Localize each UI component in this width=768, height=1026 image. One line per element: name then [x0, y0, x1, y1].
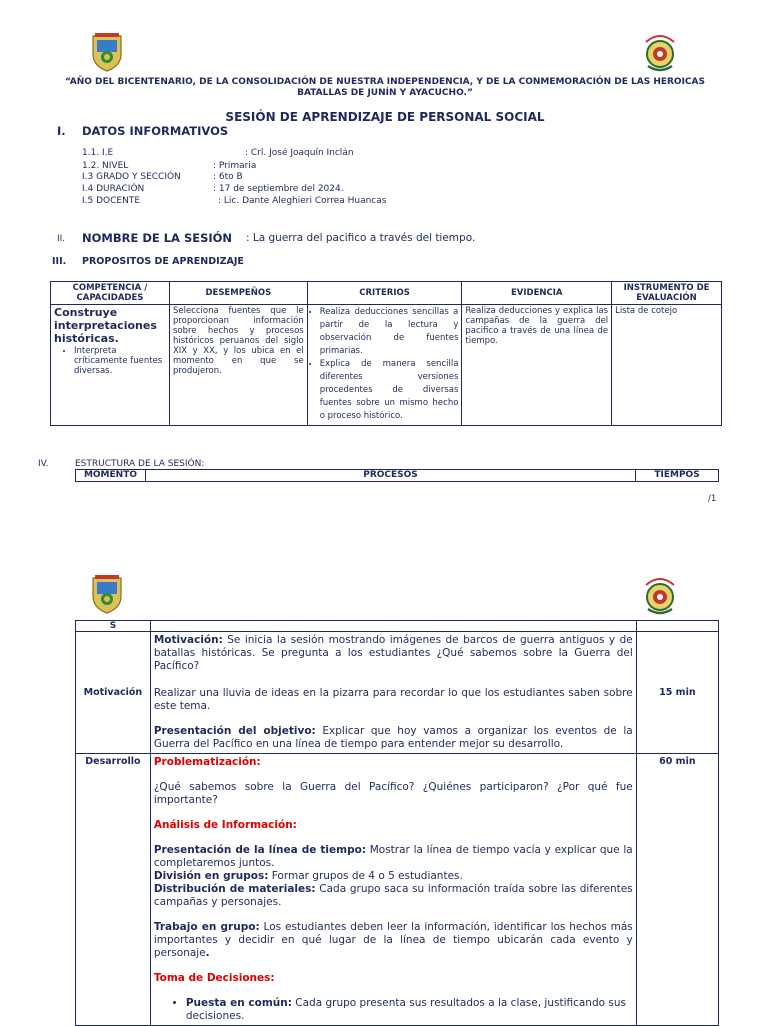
momento-header-continued: S — [76, 621, 151, 632]
army-seal-logo — [640, 30, 680, 74]
school-crest-logo — [90, 32, 124, 72]
section-4-title: ESTRUCTURA DE LA SESIÓN: — [75, 459, 205, 469]
section-1-number: I. — [57, 124, 66, 138]
school-crest-logo — [90, 574, 124, 614]
year-motto: “AÑO DEL BICENTENARIO, DE LA CONSOLIDACIÓN DE NUESTRA INDEPENDENCIA, Y DE LA CONMEMORACIÓN DE LAS HEROICAS BATALLAS DE JUNÍN Y AYACUCHO.” — [65, 77, 705, 98]
tiempo-desarrollo: 60 min — [636, 754, 718, 1026]
header-desempenos: DESEMPEÑOS — [169, 282, 307, 305]
header-competencia: COMPETENCIA / CAPACIDADES — [51, 282, 170, 305]
criterio-item: • Realiza deducciones sencillas a partir de la lectura y observación de fuentes primarias. — [320, 306, 459, 358]
section-3-number: III. — [52, 256, 67, 267]
info-value-ie: : Crl. José Joaquín Inclán — [245, 148, 354, 158]
proceso-desarrollo: Problematización: ¿Qué sabemos sobre la Guerra del Pacífico? ¿Quiénes participaron? ¿Por qué fue importante? Análisis de Información: Presentación de la línea de tiempo: Mostrar la línea de tiempo vacía y explicar que la completaremos juntos. División en grupos: Formar grupos de 4 o 5 estudiantes. Distribución de materiales: Cada grupo saca su información traída sobre las diferentes campañas y personajes. Trabajo en grupo: Los estudiantes deben leer la información, identificar los hechos más importantes y decidir en qué lugar de la línea de tiempo ubicarán cada evento y personaje. Toma de Decisiones: • Puesta en común: Cada grupo presenta sus resultados a la clase, justificando sus decisiones. — [150, 754, 636, 1026]
info-label-docente: I.5 DOCENTE — [82, 196, 141, 206]
cell-competencia — [51, 305, 170, 426]
info-label-ie: 1.1. I.E — [82, 148, 114, 158]
army-seal-logo — [640, 573, 680, 617]
info-value-duracion: : 17 de septiembre del 2024. — [213, 184, 344, 194]
header-evidencia: EVIDENCIA — [462, 282, 612, 305]
header-tiempos: TIEMPOS — [636, 470, 719, 482]
header-procesos: PROCESOS — [145, 470, 635, 482]
header-criterios: CRITERIOS — [307, 282, 462, 305]
proceso-motivacion: Motivación: Se inicia la sesión mostrando imágenes de barcos de guerra antiguos y de batallas históricas. Se pregunta a los estudiantes ¿Qué sabemos sobre la Guerra del Pacífico? Realizar una lluvia de ideas en la pizarra para recordar lo que los estudiantes saben sobre este tema. Presentación del objetivo: Explicar que hoy vamos a organizar los eventos de la Guerra del Pacífico en una línea de tiempo para entender mejor su desarrollo. — [150, 632, 636, 754]
cell-instrumento: Lista de cotejo — [612, 305, 722, 426]
section-3-title: PROPOSITOS DE APRENDIZAJE — [82, 256, 244, 267]
info-value-nivel: : Primaria — [213, 161, 257, 171]
info-label-grado: I.3 GRADO Y SECCIÓN — [82, 172, 181, 182]
momento-desarrollo: Desarrollo — [76, 754, 151, 1026]
section-4-number: IV. — [38, 459, 49, 469]
section-1-title: DATOS INFORMATIVOS — [82, 124, 229, 138]
cell-desempeno: Selecciona fuentes que le proporcionan información sobre hechos y procesos históricos peruanos del siglo XIX y XX, y los ubica en el momento en que se produjeron. — [169, 305, 307, 426]
header-instrumento: INSTRUMENTO DE EVALUACIÓN — [612, 282, 722, 305]
puesta-en-comun-item: • Puesta en común: Cada grupo presenta sus resultados a la clase, justificando sus decisiones. — [186, 997, 633, 1023]
momento-motivacion: Motivación — [76, 632, 151, 754]
session-name: : La guerra del pacifico a través del tiempo. — [246, 232, 476, 244]
cell-evidencia: Realiza deducciones y explica las campañas de la guerra del pacifico a través de una línea de tiempo. — [462, 305, 612, 426]
info-label-duracion: I.4 DURACIÓN — [82, 184, 145, 194]
header-momento: MOMENTO — [76, 470, 146, 482]
section-2-title: NOMBRE DE LA SESIÓN — [82, 231, 233, 245]
page-number: /1 — [708, 494, 717, 504]
capacidad-item: • Interpreta críticamente fuentes diversas. — [74, 346, 166, 376]
session-title: SESIÓN DE APRENDIZAJE DE PERSONAL SOCIAL — [225, 110, 545, 124]
criterio-item: • Explica de manera sencilla diferentes versiones procedentes de diversas fuentes sobre un mismo hecho o proceso histórico. — [320, 358, 459, 423]
process-table-header — [75, 469, 719, 482]
info-label-nivel: 1.2. NIVEL — [82, 161, 129, 171]
info-value-grado: : 6to B — [213, 172, 243, 182]
info-value-docente: : Lic. Dante Aleghieri Correa Huancas — [218, 196, 387, 206]
competencia-title: Construye interpretaciones históricas. — [54, 306, 157, 345]
section-2-number: II. — [57, 234, 66, 244]
process-table-continued — [75, 620, 719, 1026]
tiempo-motivacion: 15 min — [636, 632, 718, 754]
purposes-table — [50, 281, 722, 426]
cell-criterios — [307, 305, 462, 426]
